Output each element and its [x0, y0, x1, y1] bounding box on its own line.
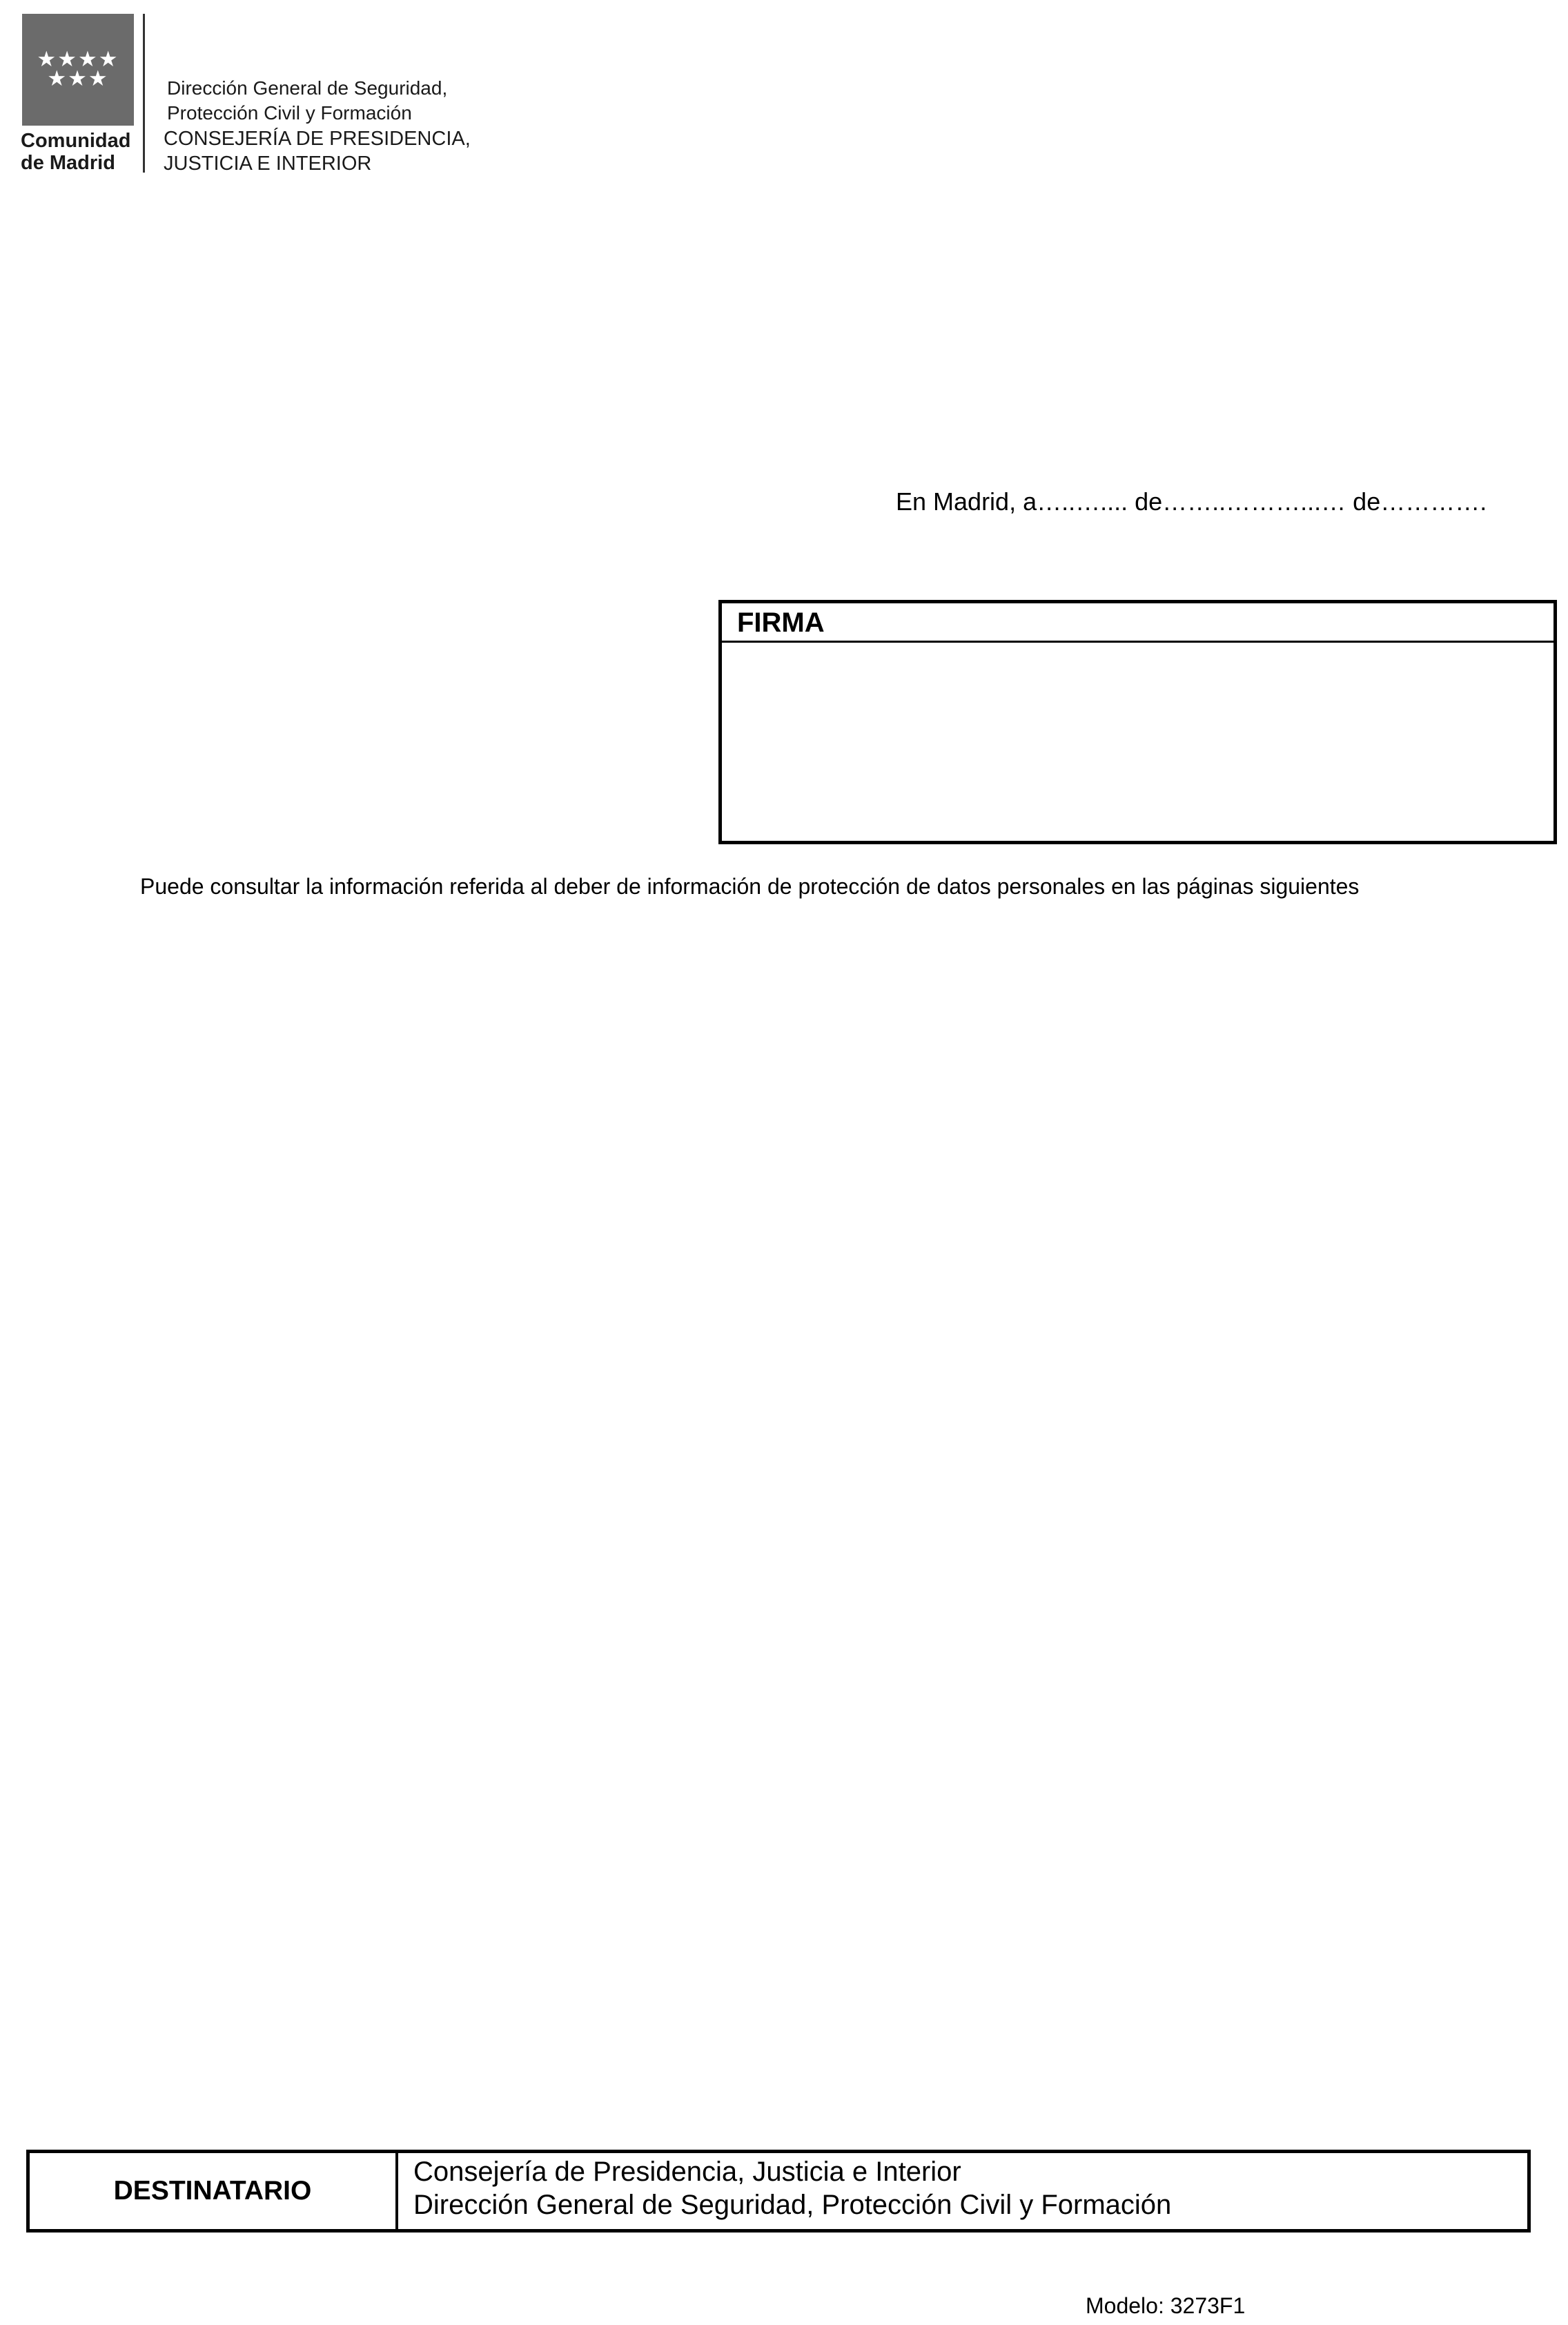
signature-area[interactable]	[722, 643, 1554, 841]
logo-text-line-2: de Madrid	[21, 152, 115, 174]
logo-text	[21, 130, 131, 174]
recipient-box	[26, 2150, 1531, 2232]
recipient-line-1: Consejería de Presidencia, Justicia e Interior	[413, 2157, 961, 2187]
recipient-line-2: Dirección General de Seguridad, Protección Civil y Formación	[413, 2190, 1172, 2220]
ministry-line-1: CONSEJERÍA DE PRESIDENCIA,	[164, 128, 471, 150]
ministry-name	[164, 126, 471, 176]
signature-box	[718, 600, 1557, 844]
header-divider	[143, 14, 145, 173]
directorate-line-1: Dirección General de Seguridad,	[167, 77, 448, 99]
recipient-label: DESTINATARIO	[30, 2153, 398, 2229]
directorate-line-2: Protección Civil y Formación	[167, 102, 412, 124]
ministry-line-2: JUSTICIA E INTERIOR	[164, 153, 372, 175]
directorate-name	[167, 76, 447, 126]
date-line: En Madrid, a…..….... de……..………...… de………….	[896, 487, 1487, 516]
model-code: Modelo: 3273F1	[1086, 2293, 1246, 2318]
privacy-note: Puede consultar la información referida al deber de información de protección de datos personales en las páginas siguientes	[140, 874, 1360, 899]
comunidad-de-madrid-logo	[22, 14, 134, 126]
logo-text-line-1: Comunidad	[21, 130, 131, 152]
signature-label: FIRMA	[722, 603, 1554, 643]
stars-icon: ★★★★ ★★★	[37, 47, 119, 91]
recipient-details	[398, 2153, 1171, 2229]
